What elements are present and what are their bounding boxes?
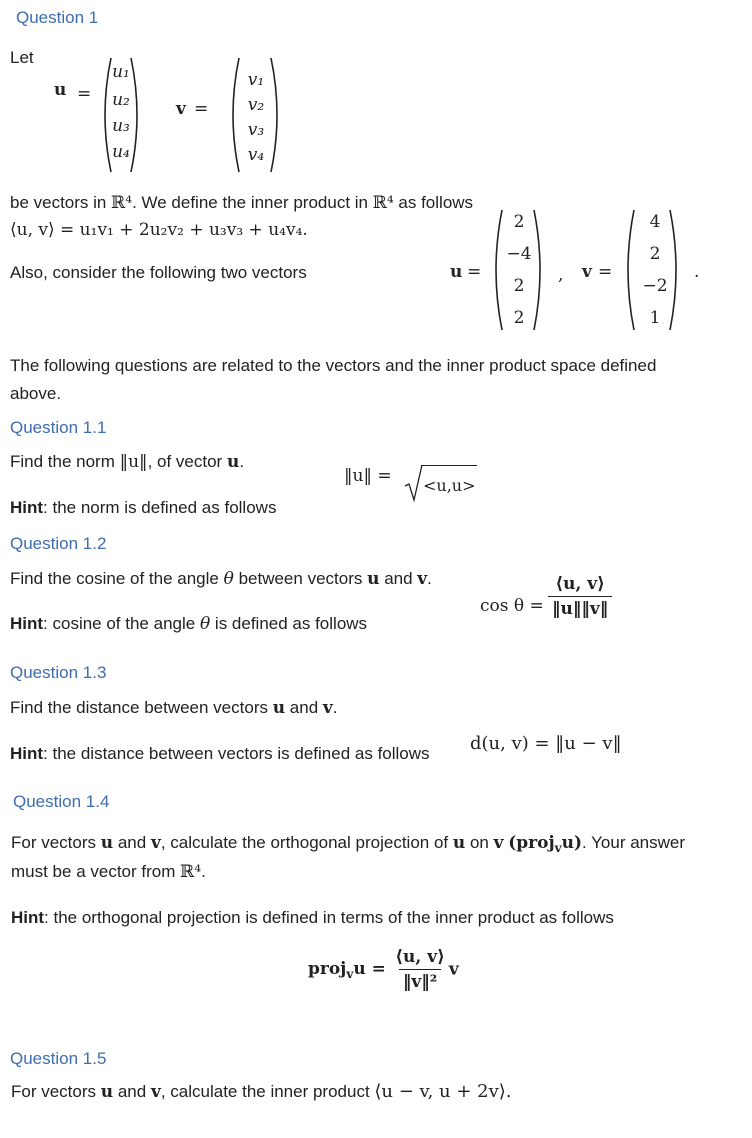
vector-entry: 1 <box>649 308 661 328</box>
inner-product-expression: ⟨u − v, u + 2v⟩. <box>374 1081 512 1102</box>
vector-entry: 2 <box>649 244 661 264</box>
sqrt-icon <box>404 464 424 504</box>
q11-hint: Hint: the norm is defined as follows <box>10 498 277 517</box>
u-symbol: u <box>450 262 463 282</box>
q11-text: Find the norm ‖u‖, of vector u. <box>10 452 245 472</box>
q13-hint: Hint: the distance between vectors is defined as follows <box>10 744 430 763</box>
vector-entry: 2 <box>513 212 525 232</box>
equals-sign: = <box>598 262 613 282</box>
let-text: Let <box>10 48 34 67</box>
vector-entry: u₁ <box>112 62 130 82</box>
inner-product-definition: ⟨u, v⟩ = u₁v₁ + 2u₂v₂ + u₃v₃ + u₄v₄. <box>10 220 308 240</box>
equals-sign: = <box>77 84 92 104</box>
r4-symbol: ℝ⁴ <box>180 862 202 882</box>
distance-formula: d(u, v) = ‖u − v‖ <box>470 733 622 754</box>
period: . <box>694 262 700 282</box>
v-symbolic-vector <box>242 70 270 170</box>
q14-text-line-2: must be a vector from ℝ⁴. <box>11 862 206 882</box>
r4-symbol: ℝ⁴ <box>372 193 394 213</box>
sqrt-overline <box>421 465 477 466</box>
v-symbol: v <box>176 99 186 119</box>
vector-entry: u₂ <box>112 90 130 110</box>
question-1-2-heading: Question 1.2 <box>10 534 107 553</box>
vector-entry: v₁ <box>247 70 265 90</box>
question-1-3-heading: Question 1.3 <box>10 663 107 682</box>
equals-sign: = <box>194 99 209 119</box>
u-symbolic-vector <box>108 62 134 172</box>
cos-formula-fraction: $\frac{⟨u, v⟩}{‖u‖‖v‖}$ <box>548 574 612 619</box>
question-1-5-heading: Question 1.5 <box>10 1049 107 1068</box>
q14-hint: Hint: the orthogonal projection is defined in terms of the inner product as follows <box>11 908 614 927</box>
vector-entry: u₄ <box>112 142 130 162</box>
vector-entry: v₄ <box>247 145 265 165</box>
vector-entry: 2 <box>513 308 525 328</box>
following-text-line-2: above. <box>10 384 62 403</box>
q14-text-line-1: For vectors u and v, calculate the orthogonal projection of u on v (proj$_v$u). Your answer <box>11 833 686 855</box>
r4-symbol: ℝ⁴ <box>111 193 133 213</box>
also-text: Also, consider the following two vectors <box>10 263 307 282</box>
u-symbol: u <box>54 80 67 100</box>
comma: , <box>558 265 564 285</box>
u-value-vector <box>502 212 536 332</box>
cos-formula-lhs: cos θ = <box>480 596 544 616</box>
projection-formula: proj$_v$u = $\frac{⟨u, v⟩}{\text{‖v‖²}}$ v <box>308 947 459 992</box>
v-symbol: v <box>582 262 592 282</box>
vector-entry: u₃ <box>112 116 130 136</box>
vector-entry: 4 <box>649 212 661 232</box>
norm-u: ‖u‖ <box>119 452 148 472</box>
q13-text: Find the distance between vectors u and v. <box>10 698 338 718</box>
equals-sign: = <box>467 262 482 282</box>
question-1-4-heading: Question 1.4 <box>13 792 110 811</box>
question-1-1-heading: Question 1.1 <box>10 418 107 437</box>
norm-formula-lhs: ‖u‖ = <box>344 466 392 486</box>
vector-entry: −2 <box>642 276 668 296</box>
vector-entry: v₂ <box>247 95 265 115</box>
following-text-line-1: The following questions are related to the vectors and the inner product space defined <box>10 356 657 375</box>
q12-text: Find the cosine of the angle θ between vectors u and v. <box>10 569 432 589</box>
norm-formula-sqrt-arg: <u,u> <box>423 476 476 495</box>
v-value-vector <box>636 212 674 332</box>
intro-text: be vectors in ℝ⁴. We define the inner product in ℝ⁴ as follows <box>10 193 474 213</box>
vector-entry: v₃ <box>247 120 265 140</box>
q15-text: For vectors u and v, calculate the inner product ⟨u − v, u + 2v⟩. <box>11 1081 512 1102</box>
vector-entry: 2 <box>513 276 525 296</box>
question-1-heading: Question 1 <box>16 8 99 27</box>
vector-entry: −4 <box>506 244 532 264</box>
q12-hint: Hint: cosine of the angle θ is defined as follows <box>10 614 368 634</box>
